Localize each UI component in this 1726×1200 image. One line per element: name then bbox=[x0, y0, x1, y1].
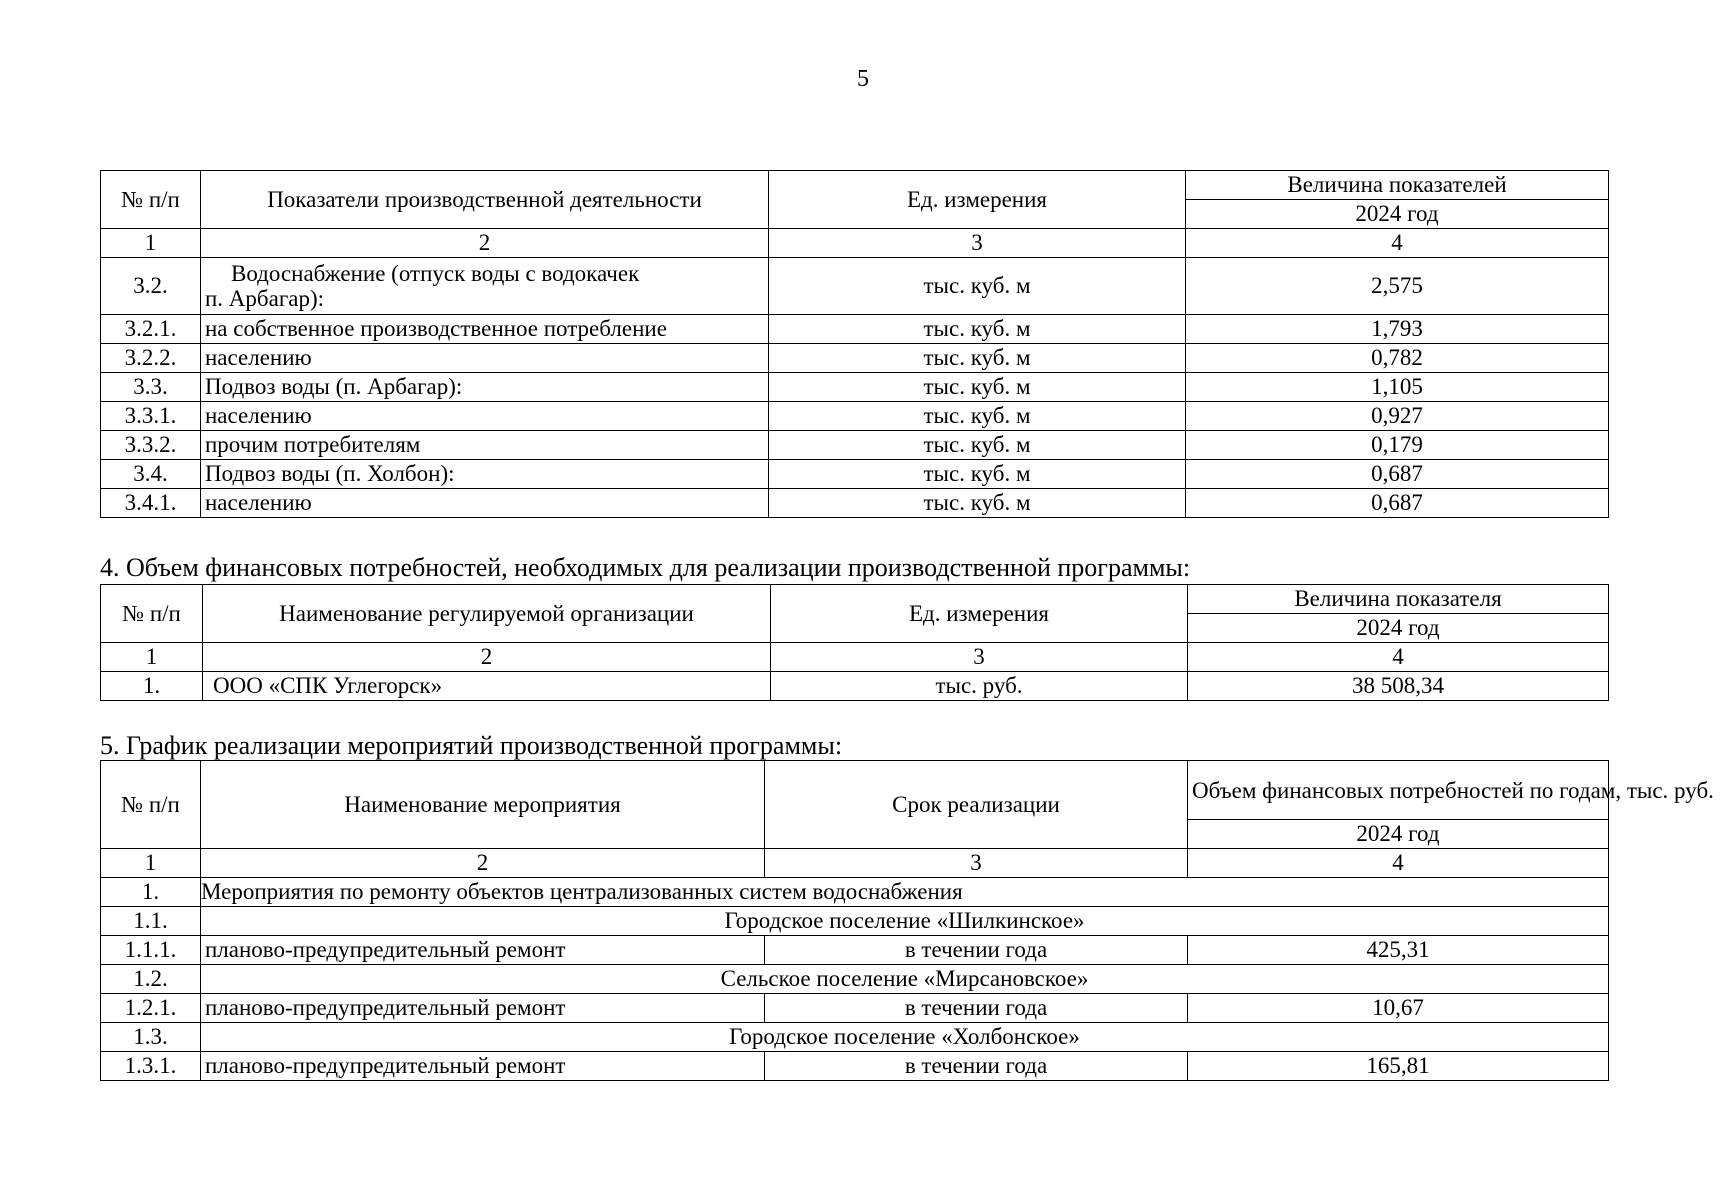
row-value: 38 508,34 bbox=[1188, 672, 1609, 701]
header-year: 2024 год bbox=[1188, 614, 1609, 643]
row-term: в течении года bbox=[765, 936, 1188, 965]
col-number: 1 bbox=[101, 849, 201, 878]
row-value: 165,81 bbox=[1188, 1052, 1609, 1081]
row-unit: тыс. куб. м bbox=[769, 460, 1186, 489]
column-number-row bbox=[101, 849, 1609, 878]
col-number: 4 bbox=[1188, 849, 1609, 878]
table-header-row bbox=[101, 171, 1609, 200]
table-header-row bbox=[101, 585, 1609, 614]
subgroup-row bbox=[101, 907, 1609, 936]
subgroup-row bbox=[101, 965, 1609, 994]
row-indicator: населению bbox=[201, 344, 769, 373]
row-value: 1,105 bbox=[1186, 373, 1609, 402]
row-num: 3.2. bbox=[101, 258, 201, 315]
row-num: 1.3.1. bbox=[101, 1052, 201, 1081]
col-number: 2 bbox=[201, 849, 765, 878]
group-name: Мероприятия по ремонту объектов централизованных систем водоснабжения bbox=[201, 878, 1609, 907]
table-row bbox=[101, 489, 1609, 518]
header-indicator: Показатели производственной деятельности bbox=[201, 171, 769, 229]
table-row bbox=[101, 431, 1609, 460]
row-unit: тыс. куб. м bbox=[769, 315, 1186, 344]
production-indicators-table bbox=[100, 170, 1609, 518]
row-indicator: Подвоз воды (п. Холбон): bbox=[201, 460, 769, 489]
col-number: 3 bbox=[769, 229, 1186, 258]
column-number-row bbox=[101, 229, 1609, 258]
header-value: Величина показателей bbox=[1186, 171, 1609, 200]
row-indicator: на собственное производственное потребление bbox=[201, 315, 769, 344]
row-unit: тыс. куб. м bbox=[769, 373, 1186, 402]
subgroup-name: Городское поселение «Шилкинское» bbox=[201, 907, 1609, 936]
row-num: 1. bbox=[101, 878, 201, 907]
header-num: № п/п bbox=[101, 585, 203, 643]
row-num: 3.2.2. bbox=[101, 344, 201, 373]
row-indicator: прочим потребителям bbox=[201, 431, 769, 460]
row-num: 1. bbox=[101, 672, 203, 701]
row-unit: тыс. куб. м bbox=[769, 258, 1186, 315]
row-num: 3.3.1. bbox=[101, 402, 201, 431]
col-number: 3 bbox=[771, 643, 1188, 672]
row-value: 0,927 bbox=[1186, 402, 1609, 431]
row-value: 2,575 bbox=[1186, 258, 1609, 315]
page-number: 5 bbox=[857, 66, 869, 92]
schedule-table bbox=[100, 760, 1714, 1081]
header-unit: Ед. измерения bbox=[769, 171, 1186, 229]
table-row bbox=[101, 460, 1609, 489]
group-row bbox=[101, 878, 1609, 907]
col-number: 2 bbox=[203, 643, 771, 672]
table-header-row bbox=[101, 761, 1609, 820]
table-row bbox=[101, 258, 1609, 315]
subgroup-name: Сельское поселение «Мирсановское» bbox=[201, 965, 1609, 994]
row-indicator: Подвоз воды (п. Арбагар): bbox=[201, 373, 769, 402]
row-num: 3.4. bbox=[101, 460, 201, 489]
row-value: 0,687 bbox=[1186, 460, 1609, 489]
row-term: в течении года bbox=[765, 994, 1188, 1023]
row-num: 1.3. bbox=[101, 1023, 201, 1052]
row-indicator-line1: Водоснабжение (отпуск воды с водокачек bbox=[231, 261, 640, 286]
header-year: 2024 год bbox=[1186, 200, 1609, 229]
table-row bbox=[101, 994, 1609, 1023]
financial-needs-table bbox=[100, 584, 1609, 701]
row-indicator: населению bbox=[201, 402, 769, 431]
row-activity: планово-предупредительный ремонт bbox=[201, 1052, 765, 1081]
row-value: 1,793 bbox=[1186, 315, 1609, 344]
table-row bbox=[101, 315, 1609, 344]
row-num: 3.3.2. bbox=[101, 431, 201, 460]
col-number: 4 bbox=[1188, 643, 1609, 672]
header-year: 2024 год bbox=[1188, 820, 1609, 849]
col-number: 1 bbox=[101, 643, 203, 672]
row-value: 0,179 bbox=[1186, 431, 1609, 460]
row-unit: тыс. куб. м bbox=[769, 344, 1186, 373]
row-term: в течении года bbox=[765, 1052, 1188, 1081]
header-num: № п/п bbox=[101, 761, 201, 849]
col-number: 2 bbox=[201, 229, 769, 258]
row-num: 1.1.1. bbox=[101, 936, 201, 965]
row-num: 1.2.1. bbox=[101, 994, 201, 1023]
table-row bbox=[101, 672, 1609, 701]
table-row bbox=[101, 1052, 1609, 1081]
table-row bbox=[101, 402, 1609, 431]
row-value: 425,31 bbox=[1188, 936, 1609, 965]
row-unit: тыс. куб. м bbox=[769, 402, 1186, 431]
header-organization: Наименование регулируемой организации bbox=[203, 585, 771, 643]
header-value: Объем финансовых потребностей по годам, тыс. руб. bbox=[1188, 761, 1609, 820]
row-activity: планово-предупредительный ремонт bbox=[201, 994, 765, 1023]
col-number: 3 bbox=[765, 849, 1188, 878]
row-value: 0,687 bbox=[1186, 489, 1609, 518]
section-5-title: 5. График реализации мероприятий производственной программы: bbox=[100, 731, 843, 760]
subgroup-row bbox=[101, 1023, 1609, 1052]
column-number-row bbox=[101, 643, 1609, 672]
subgroup-name: Городское поселение «Холбонское» bbox=[201, 1023, 1609, 1052]
row-num: 1.1. bbox=[101, 907, 201, 936]
row-num: 3.3. bbox=[101, 373, 201, 402]
section-4-title: 4. Объем финансовых потребностей, необходимых для реализации производственной программы: bbox=[100, 553, 1191, 582]
row-num: 3.4.1. bbox=[101, 489, 201, 518]
row-unit: тыс. руб. bbox=[771, 672, 1188, 701]
row-activity: планово-предупредительный ремонт bbox=[201, 936, 765, 965]
header-value: Величина показателя bbox=[1188, 585, 1609, 614]
row-unit: тыс. куб. м bbox=[769, 431, 1186, 460]
header-unit: Ед. измерения bbox=[771, 585, 1188, 643]
table-row bbox=[101, 373, 1609, 402]
table-row bbox=[101, 936, 1609, 965]
row-indicator: населению bbox=[201, 489, 769, 518]
row-indicator bbox=[201, 258, 769, 315]
header-activity: Наименование мероприятия bbox=[201, 761, 765, 849]
header-term: Срок реализации bbox=[765, 761, 1188, 849]
row-indicator-line2: п. Арбагар): bbox=[205, 286, 325, 311]
row-num: 3.2.1. bbox=[101, 315, 201, 344]
row-value: 10,67 bbox=[1188, 994, 1609, 1023]
row-organization: ООО «СПК Углегорск» bbox=[203, 672, 771, 701]
table-row bbox=[101, 344, 1609, 373]
header-num: № п/п bbox=[101, 171, 201, 229]
col-number: 4 bbox=[1186, 229, 1609, 258]
row-num: 1.2. bbox=[101, 965, 201, 994]
col-number: 1 bbox=[101, 229, 201, 258]
row-unit: тыс. куб. м bbox=[769, 489, 1186, 518]
row-value: 0,782 bbox=[1186, 344, 1609, 373]
